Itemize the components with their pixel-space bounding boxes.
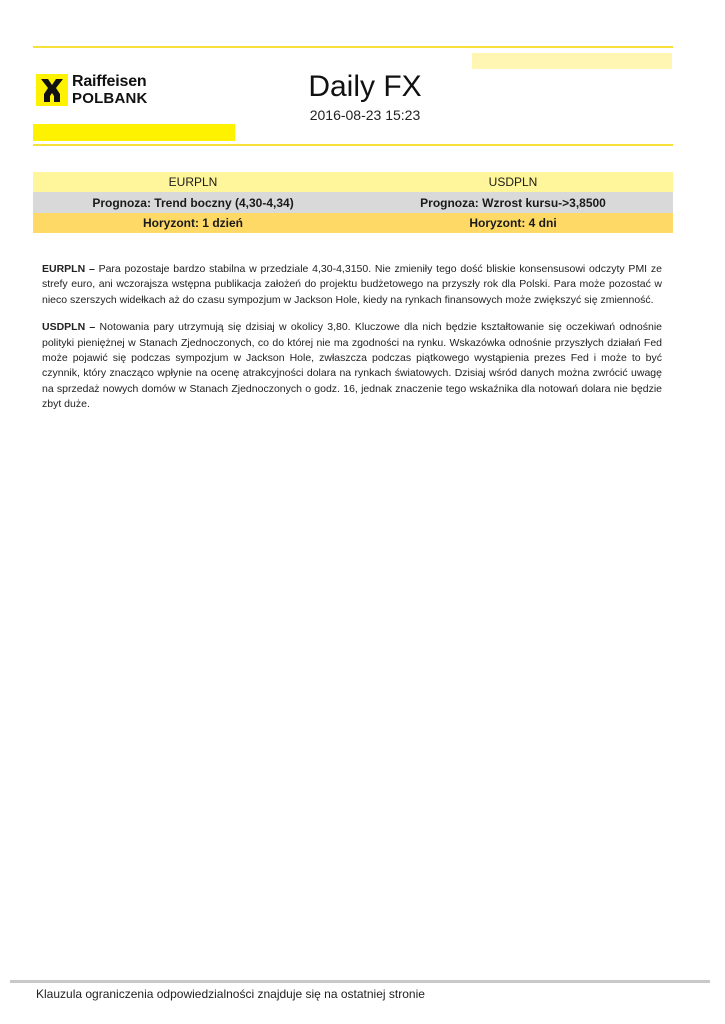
prognosis-usdpln: Prognoza: Wzrost kursu->3,8500 <box>353 192 673 213</box>
horizon-usdpln: Horyzont: 4 dni <box>353 213 673 233</box>
raiffeisen-gable-cross-icon <box>36 74 68 106</box>
header-bottom-rule <box>33 144 673 146</box>
commentary-text: Notowania pary utrzymują się dzisiaj w okolicy 3,80. Kluczowe dla nich będzie kształtowanie się oczekiwań odnośnie polityki pieniężnej w Stanach Zjednoczonych, co do której nie ma zgodności na rynku. Wskazówka odnośnie przyszłych działań Fed może pojawić się podczas sympozjum w Jackson Hole, zwłaszcza podczas piątkowego wystąpienia prezes Fed i może to być czynnik, który znacząco wpłynie na ocenę atrakcyjności dolara na rynkach światowych. Dzisiaj wśród danych można zwrócić uwagę na sprzedaż nowych domów w Stanach Zjednoczonych o godz. 16, jednak znaczenie tego wskaźnika dla notowań dolara nie będzie zbyt duże. <box>42 321 662 411</box>
commentary-usdpln <box>42 320 662 412</box>
report-title: Daily FX <box>308 70 422 103</box>
footer-rule <box>10 980 710 983</box>
brand-name-line2: POLBANK <box>72 90 148 107</box>
commentary-eurpln <box>42 262 662 308</box>
header-accent-bar-left <box>33 124 235 141</box>
forecast-pair-row <box>33 172 673 192</box>
header-accent-bar-right <box>472 53 672 69</box>
horizon-eurpln: Horyzont: 1 dzień <box>33 213 353 233</box>
commentary-text: Para pozostaje bardzo stabilna w przedziale 4,30-4,3150. Nie zmieniły tego dość bliskie konsensusowi odczyty PMI ze strefy euro, ani wczorajsza wstępna publikacja założeń do projektu budżetowego na przyszły rok dla Polski. Para może pozostać w nieco szerszych widełkach aż do czasu sympozjum w Jackson Hole, kiedy na rynkach finansowych może zwiększyć się zmienność. <box>42 263 662 306</box>
forecast-prognosis-row <box>33 192 673 213</box>
header-top-rule <box>33 46 673 48</box>
brand-name-line1: Raiffeisen <box>72 73 147 90</box>
prognosis-eurpln: Prognoza: Trend boczny (4,30-4,34) <box>33 192 353 213</box>
report-datetime: 2016-08-23 15:23 <box>309 107 421 123</box>
footer-disclaimer: Klauzula ograniczenia odpowiedzialności znajduje się na ostatniej stronie <box>36 987 425 1001</box>
pair-eurpln: EURPLN <box>33 172 353 192</box>
commentary-label: EURPLN – <box>42 263 95 275</box>
commentary-section <box>42 262 662 425</box>
pair-usdpln: USDPLN <box>353 172 673 192</box>
forecast-horizon-row <box>33 213 673 233</box>
raiffeisen-polbank-logo <box>36 74 158 110</box>
commentary-label: USDPLN – <box>42 321 96 334</box>
forecast-table <box>33 172 673 233</box>
